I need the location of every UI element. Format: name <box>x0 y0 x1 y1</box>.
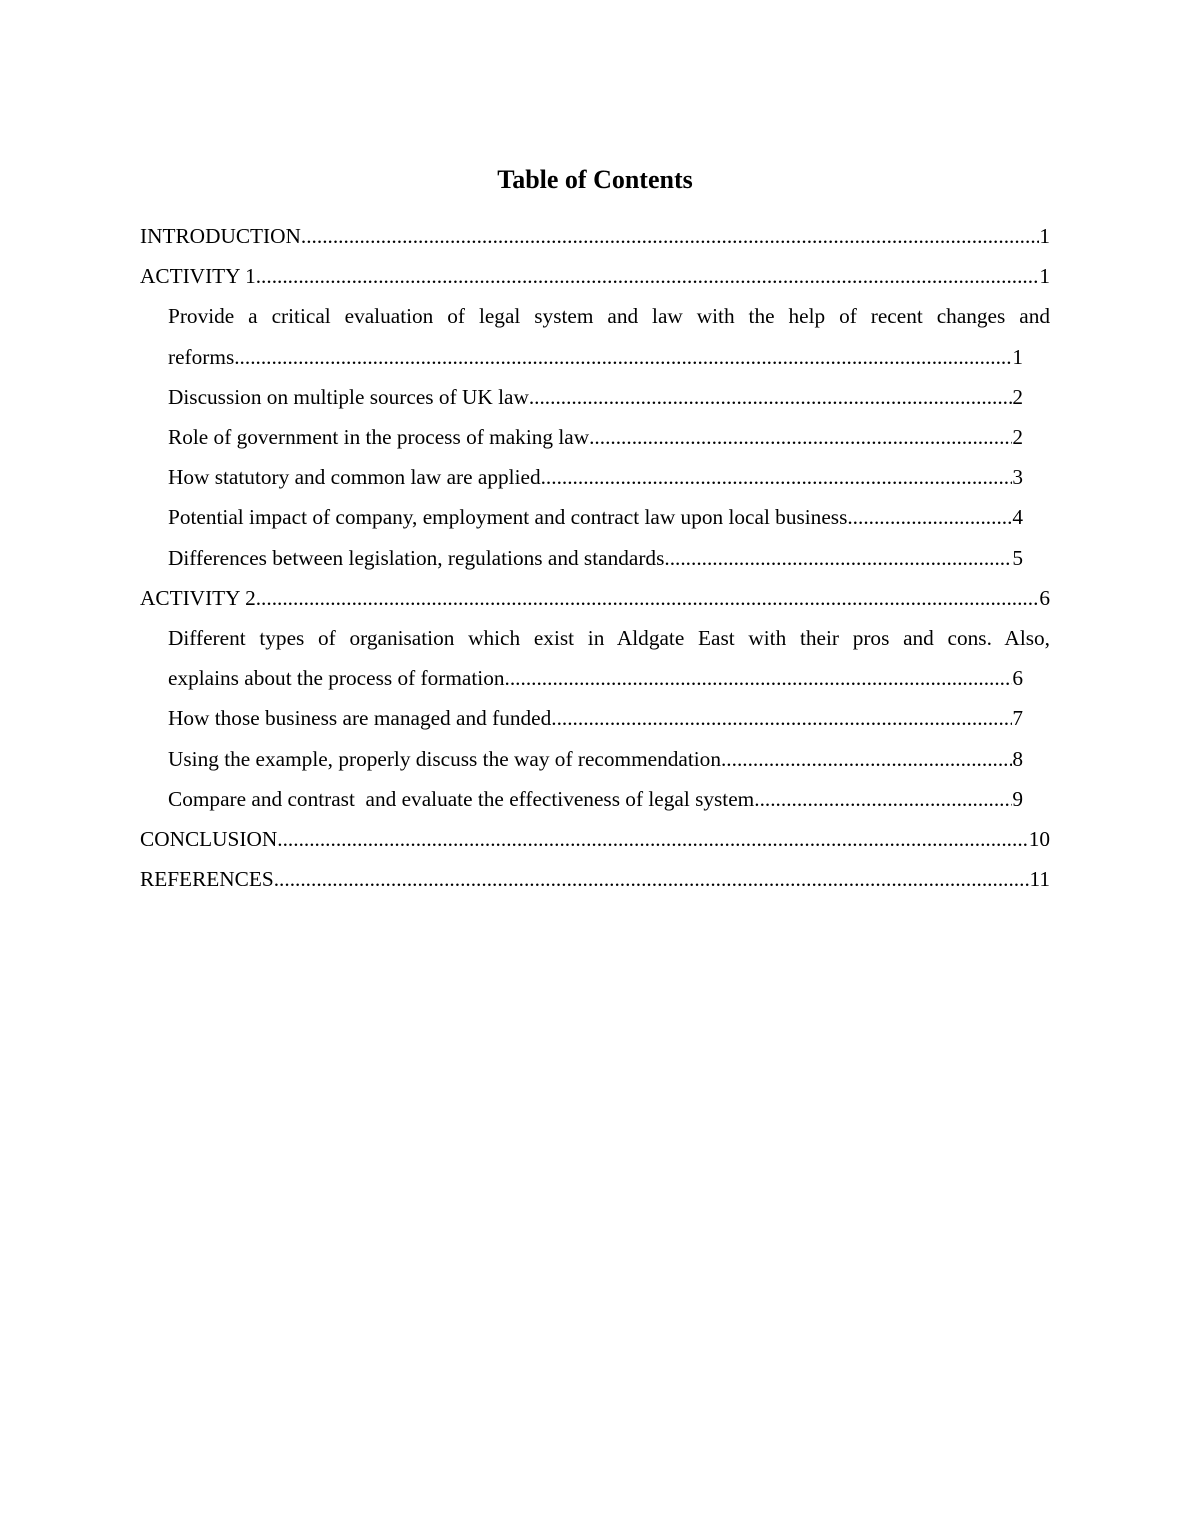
toc-entry-references[interactable] <box>140 859 1050 899</box>
toc-entry-compare-contrast[interactable] <box>168 779 1023 819</box>
toc-entry-label-line1: Provide a critical evaluation of legal system and law with the help of recent changes and <box>168 304 1050 329</box>
toc-page-number: 11 <box>1029 867 1050 892</box>
toc-entry-label: ACTIVITY 2 <box>140 585 256 610</box>
toc-entry-managed-funded[interactable] <box>168 698 1023 738</box>
toc-entry-label: Potential impact of company, employment and contract law upon local business <box>168 505 848 530</box>
dot-leader <box>847 497 1012 537</box>
toc-entry-critical-evaluation[interactable] <box>168 296 1050 376</box>
toc-entry-sources-uk-law[interactable] <box>168 377 1023 417</box>
dot-leader <box>589 417 1012 457</box>
toc-entry-role-of-government[interactable] <box>168 417 1023 457</box>
toc-entry-introduction[interactable] <box>140 216 1050 256</box>
toc-page-number: 6 <box>1039 585 1050 610</box>
toc-page-number: 2 <box>1012 384 1023 409</box>
toc-entry-label: REFERENCES <box>140 867 274 892</box>
toc-entry-label: Using the example, properly discuss the way of recommendation <box>168 746 721 771</box>
toc-entry-label: How those business are managed and funded <box>168 706 552 731</box>
dot-leader <box>541 457 1013 497</box>
table-of-contents <box>140 216 1050 899</box>
toc-page-number: 1 <box>1039 224 1050 248</box>
toc-entry-potential-impact[interactable] <box>168 497 1023 537</box>
dot-leader <box>256 256 1040 296</box>
dot-leader <box>301 216 1039 256</box>
toc-page-number: 3 <box>1012 465 1023 490</box>
dot-leader <box>274 859 1030 899</box>
dot-leader <box>551 698 1012 738</box>
toc-entry-label: CONCLUSION <box>140 827 278 852</box>
toc-entry-label: reforms <box>168 344 235 369</box>
toc-entry-label: How statutory and common law are applied <box>168 465 541 490</box>
toc-entry-label: explains about the process of formation <box>168 666 505 691</box>
toc-page-number: 7 <box>1012 706 1023 731</box>
toc-entry-label: Compare and contrast and evaluate the effectiveness of legal system <box>168 786 755 811</box>
toc-entry-label: INTRODUCTION <box>140 224 301 248</box>
toc-entry-label-line1: Different types of organisation which exist in Aldgate East with their pros and cons. Also, <box>168 626 1050 651</box>
toc-page-number: 6 <box>1012 666 1023 691</box>
toc-page-number: 8 <box>1012 746 1023 771</box>
toc-page-number: 5 <box>1012 545 1023 570</box>
toc-entry-activity-1[interactable] <box>140 256 1050 296</box>
dot-leader <box>529 377 1013 417</box>
toc-entry-label: Discussion on multiple sources of UK law <box>168 384 529 409</box>
toc-title: Table of Contents <box>497 165 693 194</box>
toc-entry-label: Role of government in the process of making law <box>168 425 590 450</box>
toc-entry-activity-2[interactable] <box>140 578 1050 618</box>
toc-entry-statutory-common-law[interactable] <box>168 457 1023 497</box>
dot-leader <box>277 819 1028 859</box>
toc-entry-label: ACTIVITY 1 <box>140 264 256 289</box>
toc-page-number: 1 <box>1039 264 1050 289</box>
toc-entry-label: Differences between legislation, regulations and standards <box>168 545 665 570</box>
toc-page-number: 2 <box>1012 425 1023 450</box>
dot-leader <box>664 538 1012 578</box>
dot-leader <box>234 337 1012 377</box>
toc-page-number: 1 <box>1012 344 1023 369</box>
dot-leader <box>256 578 1040 618</box>
toc-page-number: 4 <box>1012 505 1023 530</box>
toc-entry-recommendation[interactable] <box>168 739 1023 779</box>
toc-entry-conclusion[interactable] <box>140 819 1050 859</box>
dot-leader <box>505 658 1013 698</box>
toc-entry-differences-legislation[interactable] <box>168 538 1023 578</box>
toc-entry-types-of-organisation[interactable] <box>168 618 1050 698</box>
toc-page-number: 10 <box>1028 827 1050 852</box>
dot-leader <box>754 779 1012 819</box>
dot-leader <box>721 739 1012 779</box>
toc-page-number: 9 <box>1012 786 1023 811</box>
